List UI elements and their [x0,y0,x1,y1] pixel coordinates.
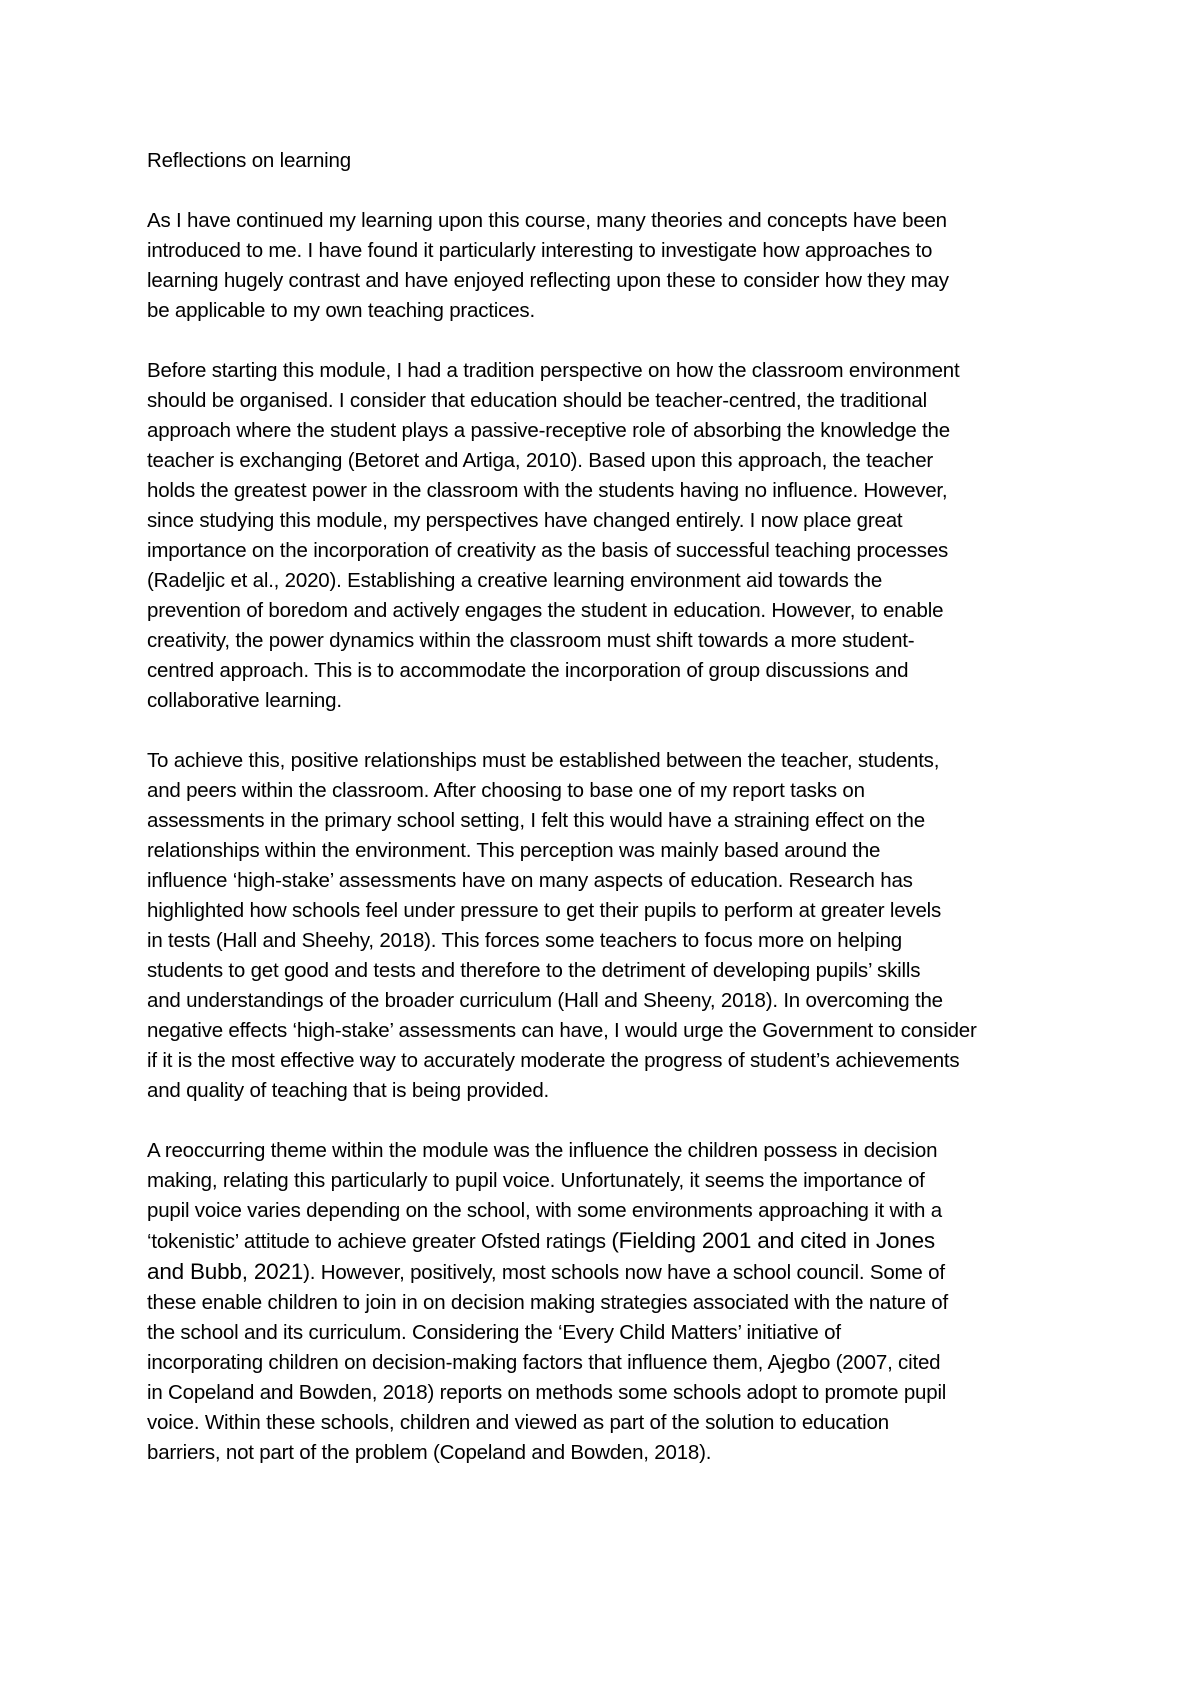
citation-segment: (Fielding 2001 and cited in Jones [611,1228,935,1253]
text-line: centred approach. This is to accommodate the incorporation of group discussions and [147,659,909,682]
text-line: prevention of boredom and actively engages the student in education. However, to enable [147,599,944,622]
text-line: barriers, not part of the problem (Copeland and Bowden, 2018). [147,1441,712,1464]
text-line: (Radeljic et al., 2020). Establishing a creative learning environment aid towards the [147,569,883,592]
text-line: pupil voice varies depending on the school, with some environments approaching it with a [147,1199,942,1222]
text-line: the school and its curriculum. Considering the ‘Every Child Matters’ initiative of [147,1321,841,1344]
text-line: introduced to me. I have found it particularly interesting to investigate how approaches to [147,239,933,262]
text-line: assessments in the primary school setting, I felt this would have a straining effect on the [147,809,925,832]
text-line: and understandings of the broader curriculum (Hall and Sheeny, 2018). In overcoming the [147,989,943,1012]
text-line: should be organised. I consider that education should be teacher-centred, the traditional [147,389,927,412]
text-line: in tests (Hall and Sheehy, 2018). This forces some teachers to focus more on helping [147,929,903,952]
text-line: collaborative learning. [147,689,342,712]
paragraph-4 [147,1136,1072,1468]
text-line: voice. Within these schools, children and viewed as part of the solution to education [147,1411,889,1434]
text-line: As I have continued my learning upon this course, many theories and concepts have been [147,209,947,232]
text-line-mixed [147,1226,1072,1257]
text-line: To achieve this, positive relationships must be established between the teacher, students, [147,749,940,772]
text-line: learning hugely contrast and have enjoyed reflecting upon these to consider how they may [147,269,949,292]
paragraph-2 [147,356,1072,716]
text-line: and peers within the classroom. After choosing to base one of my report tasks on [147,779,865,802]
text-line: making, relating this particularly to pupil voice. Unfortunately, it seems the importance of [147,1169,925,1192]
text-line: Before starting this module, I had a tradition perspective on how the classroom environment [147,359,960,382]
text-line: these enable children to join in on decision making strategies associated with the nature of [147,1291,948,1314]
text-line: approach where the student plays a passive-receptive role of absorbing the knowledge the [147,419,950,442]
text-line: if it is the most effective way to accurately moderate the progress of student’s achievements [147,1049,960,1072]
text-line: creativity, the power dynamics within the classroom must shift towards a more student- [147,629,915,652]
text-line: incorporating children on decision-making factors that influence them, Ajegbo (2007, cited [147,1351,941,1374]
text-segment: ‘tokenistic’ attitude to achieve greater Ofsted ratings [147,1230,612,1253]
text-line: be applicable to my own teaching practices. [147,299,535,322]
text-line: students to get good and tests and therefore to the detriment of developing pupils’ skills [147,959,921,982]
text-line: A reoccurring theme within the module was the influence the children possess in decision [147,1139,938,1162]
text-line: and quality of teaching that is being provided. [147,1079,550,1102]
document-body [147,146,1072,1498]
citation-segment: and Bubb, 2021 [147,1259,304,1284]
text-line: highlighted how schools feel under pressure to get their pupils to perform at greater levels [147,899,942,922]
text-line: negative effects ‘high-stake’ assessments can have, I would urge the Government to consider [147,1019,977,1042]
text-line-mixed [147,1257,1072,1288]
text-line: importance on the incorporation of creativity as the basis of successful teaching processes [147,539,949,562]
text-line: in Copeland and Bowden, 2018) reports on methods some schools adopt to promote pupil [147,1381,947,1404]
text-line: influence ‘high-stake’ assessments have on many aspects of education. Research has [147,869,913,892]
text-line: teacher is exchanging (Betoret and Artiga, 2010). Based upon this approach, the teacher [147,449,934,472]
text-segment: ). However, positively, most schools now have a school council. Some of [303,1261,945,1284]
text-line: since studying this module, my perspectives have changed entirely. I now place great [147,509,903,532]
document-title: Reflections on learning [147,149,351,172]
text-line: relationships within the environment. This perception was mainly based around the [147,839,881,862]
paragraph-3 [147,746,1072,1106]
text-line: holds the greatest power in the classroom with the students having no influence. However, [147,479,948,502]
paragraph-1 [147,206,1072,326]
